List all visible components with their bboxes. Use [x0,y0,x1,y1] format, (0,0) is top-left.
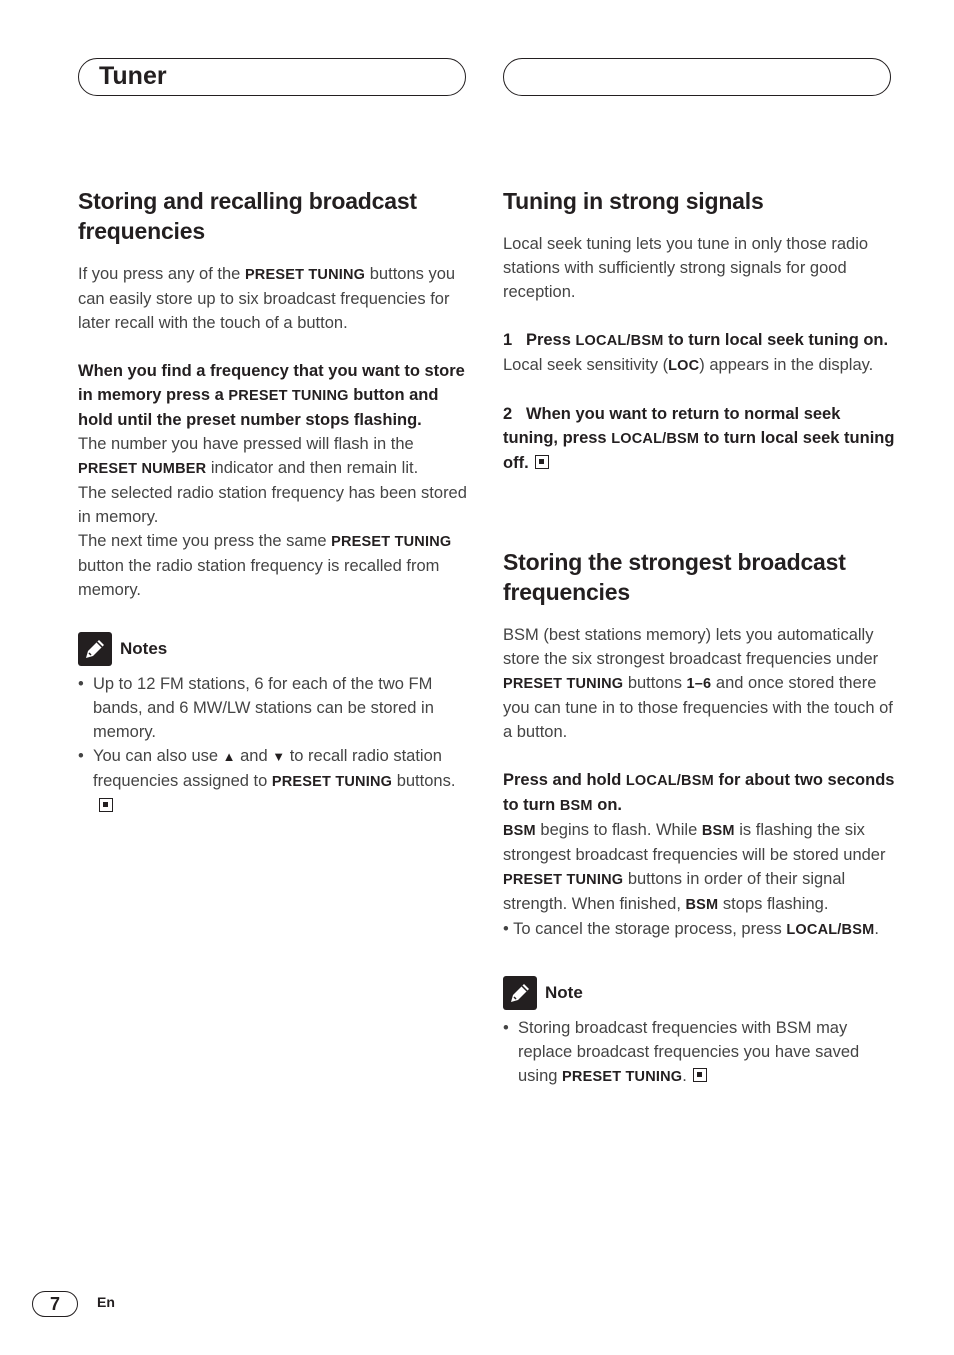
right-column [503,186,895,1089]
bsm-instruction [503,768,895,818]
key-bsm: BSM [503,823,536,839]
key-bsm: BSM [685,897,719,913]
note-item [503,1016,895,1089]
text: You can also use [93,747,223,765]
end-mark-icon [693,1068,707,1082]
key-preset-tuning: PRESET TUNING [228,388,349,404]
text: begins to flash. While [535,821,702,839]
note-item [78,672,470,744]
text: . [682,1067,687,1085]
text: button the radio station frequency is recalled from memory. [78,557,440,599]
key-range: 1–6 [686,676,712,692]
step-1-description [503,353,895,378]
left-paragraph-2: The selected radio station frequency has been stored in memory. [78,484,467,526]
key-preset-tuning: PRESET TUNING [271,774,393,790]
text: buttons you can easily store up to six broadcast frequencies for later recall with the touch of a button. [78,265,456,332]
text: BSM (best stations memory) lets you automatically store the six strongest broadcast frequencies under [503,626,879,668]
key-preset-tuning: PRESET TUNING [503,676,624,692]
text: buttons in order of their signal strength. When finished, [503,870,846,913]
end-mark-icon [535,455,549,469]
bsm-description [503,818,895,917]
bullet-dot: • [503,1019,509,1037]
key-local-bsm: LOCAL/BSM [786,922,875,938]
text: . [874,920,879,938]
note-text: Up to 12 FM stations, 6 for each of the two FM bands, and 6 MW/LW stations can be stored in memory. [93,675,434,741]
key-local-bsm: LOCAL/BSM [625,773,714,789]
text: for about two seconds to turn [503,771,895,814]
pencil-note-icon [503,976,537,1010]
left-column [78,186,470,818]
note-text [93,744,470,818]
step-2 [503,402,895,475]
text: to turn local seek tuning off. [503,429,895,472]
header-title-box [78,58,466,96]
left-instruction [78,359,470,432]
text: Storing broadcast frequencies with BSM may replace broadcast frequencies you have saved using [518,1019,860,1085]
text: stops flashing. [718,895,829,913]
up-arrow-icon: ▲ [222,749,236,764]
section-title-storing-strongest: Storing the strongest broadcast frequencies [503,549,846,605]
left-paragraph-3 [78,529,470,602]
note-item [78,744,470,818]
text: • To cancel the storage process, press [503,920,787,938]
text: buttons. [392,772,456,790]
text: and once stored there you can tune in to those frequencies with the touch of a button. [503,674,893,741]
page-title: Tuner [99,62,167,90]
language-code: En [97,1294,115,1310]
key-preset-tuning: PRESET TUNING [562,1069,683,1085]
bullet-dot: • [78,675,84,693]
note-label: Note [545,983,583,1002]
key-local-bsm: LOCAL/BSM [575,333,664,349]
note-text [518,1016,895,1089]
key-preset-tuning: PRESET TUNING [331,534,452,550]
text: If you press any of the [78,265,245,283]
end-mark-icon [99,798,113,812]
left-intro [78,262,470,335]
tuning-intro: Local seek tuning lets you tune in only those radio stations with sufficiently strong signals for good reception. [503,235,869,301]
text: ) appears in the display. [699,356,874,374]
text: The number you have pressed will flash in the [78,435,414,453]
notes-heading [78,632,470,666]
key-bsm: BSM [559,798,593,814]
text: to turn local seek tuning on. [663,331,889,349]
key-loc: LOC [668,358,700,374]
text: to recall radio station frequencies assigned to [93,747,442,790]
text: buttons [623,674,687,692]
key-local-bsm: LOCAL/BSM [611,431,700,447]
header-empty-box [503,58,891,96]
text: button and hold until the preset number stops flashing. [78,386,439,429]
step-1 [503,328,895,353]
text: Local seek sensitivity ( [503,356,669,374]
section-title-tuning-strong: Tuning in strong signals [503,188,764,214]
notes-label: Notes [120,639,168,658]
left-paragraph-1 [78,432,470,481]
step-number: 1 [503,331,513,349]
text: Press [525,331,576,349]
note-heading [503,976,895,1010]
bsm-cancel [503,917,895,942]
text: When you find a frequency that you want to store in memory press a [78,362,465,404]
text: When you want to return to normal seek tuning, press [503,405,841,447]
text: on. [592,796,622,814]
page-number: 7 [32,1291,78,1317]
bsm-intro [503,623,895,744]
bullet-dot: • [78,747,84,765]
key-preset-tuning: PRESET TUNING [244,267,366,283]
step-number: 2 [503,405,513,423]
section-title-storing-recalling: Storing and recalling broadcast frequencies [78,188,417,244]
pencil-note-icon [78,632,112,666]
text: The next time you press the same [78,532,332,550]
text: and [235,747,273,765]
key-preset-tuning: PRESET TUNING [503,872,624,888]
text: Press and hold [503,771,626,789]
text: is flashing the six strongest broadcast frequencies will be stored under [503,821,886,864]
text: indicator and then remain lit. [206,459,419,477]
key-bsm: BSM [701,823,735,839]
key-preset-number: PRESET NUMBER [78,461,207,477]
down-arrow-icon: ▼ [272,749,286,764]
